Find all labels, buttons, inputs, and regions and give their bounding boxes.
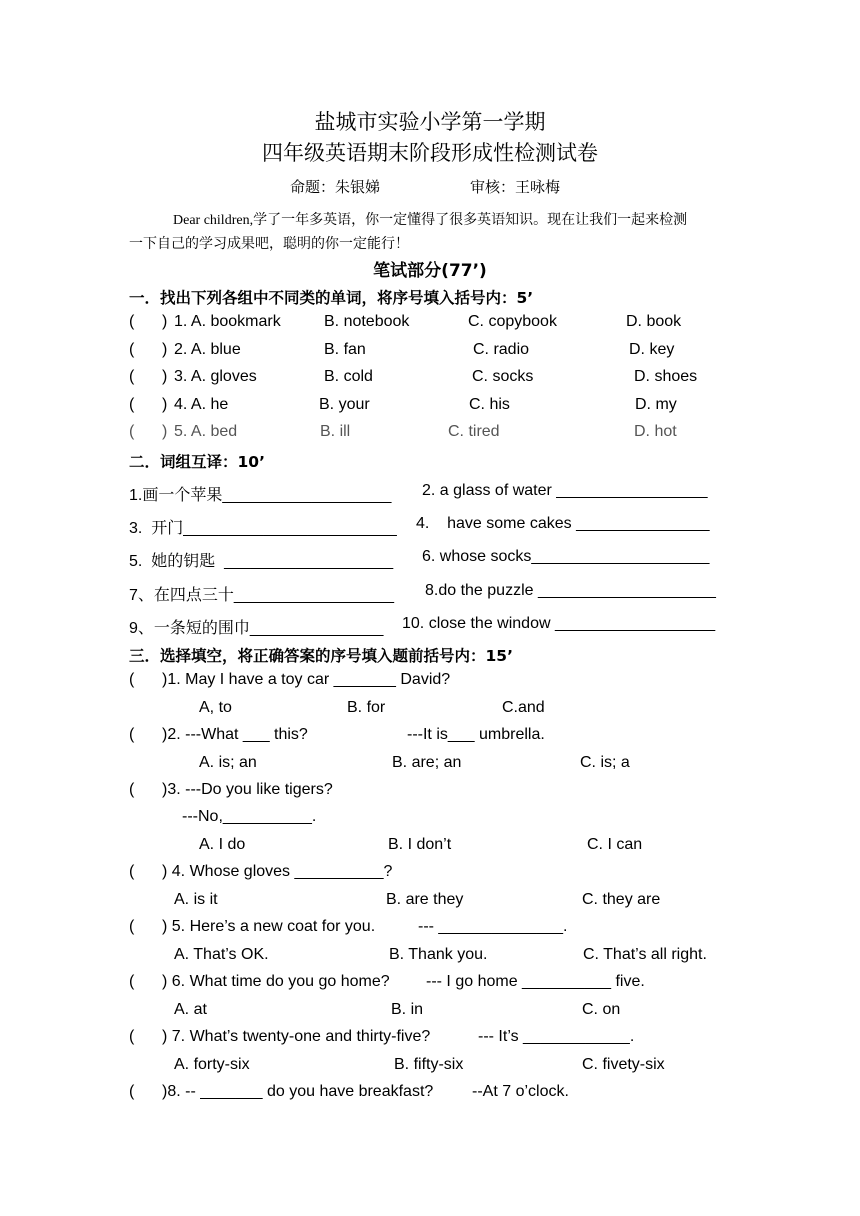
- choice-c: C. That’s all right.: [583, 946, 707, 963]
- reviewer-credit: 审核：王咏梅: [470, 180, 561, 196]
- choice-c: C. fivety-six: [582, 1056, 665, 1073]
- option-d: D. key: [629, 341, 675, 358]
- answer-paren-open: (: [129, 863, 135, 880]
- choice-a: A. That’s OK.: [174, 946, 269, 963]
- choice-b: B. are; an: [392, 754, 462, 771]
- translation-item-right: 2. a glass of water _________________: [422, 482, 708, 499]
- author-credit: 命题：朱银娣: [290, 180, 381, 196]
- answer-paren-close: ): [162, 313, 168, 330]
- option-a: 5. A. bed: [174, 423, 238, 440]
- translation-item-left: 9、一条短的围巾_______________: [129, 620, 384, 637]
- option-c: C. tired: [448, 423, 500, 440]
- answer-paren-open: (: [129, 368, 135, 385]
- translation-item-left: 3. 开门________________________: [129, 520, 397, 537]
- option-b: B. notebook: [324, 313, 410, 330]
- option-b: B. cold: [324, 368, 373, 385]
- question-text: ) 7. What’s twenty-one and thirty-five?: [162, 1028, 431, 1045]
- answer-paren-open: (: [129, 341, 135, 358]
- answer-paren-open: (: [129, 781, 135, 798]
- written-part-heading: 笔试部分(77’): [373, 261, 487, 281]
- question-text: )1. May I have a toy car _______ David?: [162, 671, 451, 688]
- question-text: ) 4. Whose gloves __________?: [162, 863, 393, 880]
- option-c: C. his: [469, 396, 510, 413]
- choice-b: B. fifty-six: [394, 1056, 464, 1073]
- translation-item-left: 5. 她的钥匙 ___________________: [129, 553, 394, 570]
- choice-a: A. forty-six: [174, 1056, 250, 1073]
- answer-paren-open: (: [129, 726, 135, 743]
- answer-paren-open: (: [129, 1028, 135, 1045]
- option-a: 2. A. blue: [174, 341, 241, 358]
- translation-item-left: 7、在四点三十__________________: [129, 587, 395, 604]
- option-d: D. book: [626, 313, 682, 330]
- option-a: 3. A. gloves: [174, 368, 257, 385]
- question-response: --- ______________.: [418, 918, 568, 935]
- exam-title-line2: 四年级英语期末阶段形成性检测试卷: [262, 141, 598, 165]
- question-text: ) 5. Here’s a new coat for you.: [162, 918, 376, 935]
- choice-c: C. on: [582, 1001, 621, 1018]
- option-b: B. fan: [324, 341, 366, 358]
- question-response: --At 7 o’clock.: [472, 1083, 569, 1100]
- question-text: )2. ---What ___ this?: [162, 726, 308, 743]
- answer-paren-open: (: [129, 396, 135, 413]
- option-d: D. my: [635, 396, 677, 413]
- question-response: ---No,__________.: [182, 808, 317, 825]
- option-d: D. hot: [634, 423, 677, 440]
- section3-heading: 三．选择填空，将正确答案的序号填入题前括号内：15’: [129, 647, 513, 665]
- question-text: )8. -- _______ do you have breakfast?: [162, 1083, 434, 1100]
- question-text: )3. ---Do you like tigers?: [162, 781, 333, 798]
- translation-item-right: 6. whose socks____________________: [422, 548, 710, 565]
- question-response: --- I go home __________ five.: [426, 973, 645, 990]
- section2-heading: 二．词组互译：10’: [129, 453, 265, 471]
- option-c: C. copybook: [468, 313, 557, 330]
- choice-b: B. are they: [386, 891, 464, 908]
- answer-paren-open: (: [129, 973, 135, 990]
- choice-a: A. is it: [174, 891, 218, 908]
- answer-paren-open: (: [129, 671, 135, 688]
- choice-c: C. I can: [587, 836, 643, 853]
- answer-paren-close: ): [162, 396, 168, 413]
- answer-paren-open: (: [129, 313, 135, 330]
- option-b: B. ill: [320, 423, 351, 440]
- question-response: --- It’s ____________.: [478, 1028, 635, 1045]
- choice-a: A. is; an: [199, 754, 257, 771]
- question-response: ---It is___ umbrella.: [407, 726, 545, 743]
- translation-item-left: 1.画一个苹果___________________: [129, 487, 392, 504]
- intro-line2: 一下自己的学习成果吧，聪明的你一定能行！: [129, 237, 409, 252]
- option-c: C. socks: [472, 368, 534, 385]
- choice-b: B. I don’t: [388, 836, 452, 853]
- option-d: D. shoes: [634, 368, 698, 385]
- section1-heading: 一．找出下列各组中不同类的单词，将序号填入括号内：5’: [129, 289, 534, 307]
- answer-paren-open: (: [129, 1083, 135, 1100]
- choice-a: A, to: [199, 699, 232, 716]
- choice-c: C. is; a: [580, 754, 630, 771]
- translation-item-right: 10. close the window __________________: [402, 615, 716, 632]
- option-b: B. your: [319, 396, 370, 413]
- option-a: 4. A. he: [174, 396, 229, 413]
- answer-paren-close: ): [162, 341, 168, 358]
- option-a: 1. A. bookmark: [174, 313, 281, 330]
- choice-b: B. Thank you.: [389, 946, 488, 963]
- answer-paren-close: ): [162, 423, 168, 440]
- question-text: ) 6. What time do you go home?: [162, 973, 390, 990]
- answer-paren-open: (: [129, 918, 135, 935]
- option-c: C. radio: [473, 341, 530, 358]
- choice-a: A. at: [174, 1001, 207, 1018]
- choice-c: C. they are: [582, 891, 661, 908]
- intro-line1: Dear children,学了一年多英语，你一定懂得了很多英语知识。现在让我们一起来检测: [173, 213, 688, 228]
- choice-b: B. in: [391, 1001, 424, 1018]
- choice-c: C.and: [502, 699, 545, 716]
- translation-item-right: 8.do the puzzle ____________________: [425, 582, 716, 599]
- exam-title-line1: 盐城市实验小学第一学期: [314, 110, 546, 134]
- choice-a: A. I do: [199, 836, 246, 853]
- translation-item-right: 4. have some cakes _______________: [416, 515, 710, 532]
- answer-paren-close: ): [162, 368, 168, 385]
- answer-paren-open: (: [129, 423, 135, 440]
- choice-b: B. for: [347, 699, 386, 716]
